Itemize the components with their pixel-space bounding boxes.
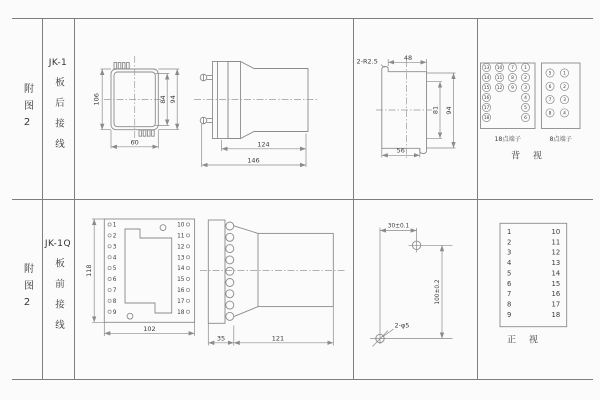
dim-30: 30±0.1	[387, 223, 410, 230]
terminal-number: 13	[483, 66, 490, 72]
terminal-number: 11	[551, 238, 561, 247]
terminal-number: 4	[524, 96, 527, 102]
model-label: JK-1	[48, 58, 68, 68]
terminal-number: 17	[483, 106, 490, 112]
terminal-number: 1	[112, 222, 117, 229]
cutout-center-lines	[376, 60, 432, 159]
terminal-number: 16	[177, 288, 185, 294]
jk1-terminal-diagram	[477, 18, 593, 199]
jk1-side-outline	[200, 62, 308, 139]
dim-84: 84	[158, 95, 167, 104]
figure-label: 附图2	[21, 82, 33, 135]
terminal-number: 17	[551, 300, 561, 309]
terminal-number: 2	[563, 84, 566, 90]
jk1-panel-cutout-drawing	[353, 18, 477, 199]
jk1q-side-outline	[208, 220, 333, 323]
jk1-front-dimensions	[93, 69, 180, 149]
dim-94b: 94	[444, 106, 453, 115]
terminal-8-label: 8点端子	[549, 135, 572, 143]
terminal-number: 10	[496, 66, 503, 72]
terminal-number: 5	[507, 269, 512, 278]
dim-118: 118	[84, 264, 93, 277]
dim-146: 146	[247, 156, 260, 165]
terminal-number: 15	[483, 86, 490, 92]
terminal-number: 16	[483, 96, 490, 102]
drill-dimensions	[380, 224, 442, 339]
terminal-number: 12	[496, 86, 503, 92]
terminal-number: 6	[112, 277, 117, 284]
terminal-number: 3	[524, 86, 527, 92]
dim-81: 81	[431, 105, 440, 115]
dim-106: 106	[92, 93, 101, 106]
jk1q-drill-plan	[353, 199, 477, 379]
terminal-number: 5	[524, 106, 527, 112]
wiring-type-label: 板后接线	[53, 77, 64, 159]
terminal-number: 7	[507, 290, 512, 299]
terminal-number: 8	[511, 76, 514, 82]
terminal-number: 14	[551, 269, 561, 278]
terminal-number: 2	[524, 76, 527, 82]
model-label: JK-1Q	[44, 238, 72, 249]
front-view-label: 正 视	[507, 335, 543, 346]
terminal-number: 1	[563, 71, 566, 77]
terminal-number: 9	[511, 86, 514, 92]
rear-view-label: 背 视	[511, 151, 547, 162]
dim-124: 124	[257, 140, 270, 149]
terminal-studs-top	[114, 63, 129, 69]
cutout-dimensions	[357, 54, 456, 158]
terminal-number: 6	[548, 84, 552, 90]
terminal-number: 10	[177, 222, 185, 229]
terminal-number: 18	[177, 309, 185, 316]
terminal-number: 5	[112, 266, 117, 273]
dim-94: 94	[168, 95, 177, 104]
model-cell-top	[42, 18, 74, 199]
terminal-number: 14	[177, 266, 185, 273]
terminal-number: 17	[177, 298, 185, 305]
terminal-number: 6	[524, 116, 527, 122]
terminal-number: 6	[507, 279, 512, 288]
hole-callout: 2-φ5	[394, 321, 410, 330]
terminal-number: 1	[507, 228, 512, 236]
dim-102: 102	[143, 324, 156, 333]
terminal-number: 8	[112, 298, 117, 305]
terminal-number: 14	[483, 76, 490, 82]
terminal-18-points	[482, 63, 529, 121]
terminal-number: 4	[507, 259, 512, 268]
terminal-8-points	[546, 69, 569, 117]
terminal-number: 15	[551, 279, 561, 288]
jk1q-front-view-drawings	[74, 199, 353, 379]
terminal-number: 11	[177, 233, 185, 240]
terminal-number: 13	[177, 255, 185, 262]
terminal-number: 8	[548, 111, 552, 117]
terminal-studs-bottom	[139, 130, 154, 136]
terminal-number: 12	[551, 248, 561, 257]
terminal-number: 2	[112, 233, 117, 240]
jk1q-terminal-table	[477, 199, 593, 379]
terminal-number: 9	[507, 310, 512, 319]
jk1q-left-terminals	[108, 223, 117, 316]
terminal-number: 7	[548, 98, 552, 104]
terminal-number: 9	[112, 309, 117, 316]
dim-60: 60	[130, 138, 139, 147]
terminal-number: 1	[524, 66, 527, 72]
terminal-18-label: 18点端子	[494, 135, 521, 143]
figure-label: 附图2	[21, 263, 33, 315]
terminal-number: 4	[112, 255, 117, 262]
terminal-number: 15	[177, 277, 185, 284]
dim-121: 121	[271, 334, 285, 343]
radius-callout: 2-R2.5	[356, 57, 378, 66]
terminal-number: 7	[112, 288, 117, 294]
terminal-number: 13	[551, 259, 561, 268]
terminal-screw-bumps	[226, 222, 234, 320]
terminal-number: 5	[548, 71, 552, 77]
terminal-number: 12	[177, 244, 185, 251]
terminal-number: 16	[551, 290, 561, 299]
terminal-number: 8	[507, 300, 512, 309]
jk1-rear-view-drawings	[74, 18, 353, 199]
jk1q-side-dimensions	[208, 307, 333, 346]
model-cell-bottom	[42, 199, 74, 379]
wiring-type-label: 板前接线	[53, 257, 64, 340]
terminal-number: 4	[563, 111, 566, 117]
dim-35: 35	[216, 334, 226, 343]
dim-56: 56	[396, 146, 405, 155]
terminal-number: 11	[496, 76, 503, 82]
terminal-table-left-column	[507, 228, 511, 319]
table-border-bottom	[12, 379, 593, 380]
terminal-number: 18	[551, 310, 561, 319]
figure-label-cell-bottom	[12, 199, 42, 379]
terminal-number: 3	[507, 248, 512, 257]
terminal-number: 18	[483, 116, 490, 122]
terminal-number: 7	[511, 66, 514, 72]
figure-label-cell-top	[12, 18, 42, 199]
terminal-table-right-column	[552, 228, 561, 319]
terminal-number: 10	[551, 228, 561, 236]
jk1q-right-terminals	[177, 223, 189, 316]
terminal-number: 3	[563, 98, 566, 104]
dim-100: 100±0.2	[434, 279, 441, 305]
terminal-number: 3	[112, 244, 117, 251]
terminal-number: 2	[507, 238, 512, 247]
dim-48: 48	[403, 53, 413, 62]
